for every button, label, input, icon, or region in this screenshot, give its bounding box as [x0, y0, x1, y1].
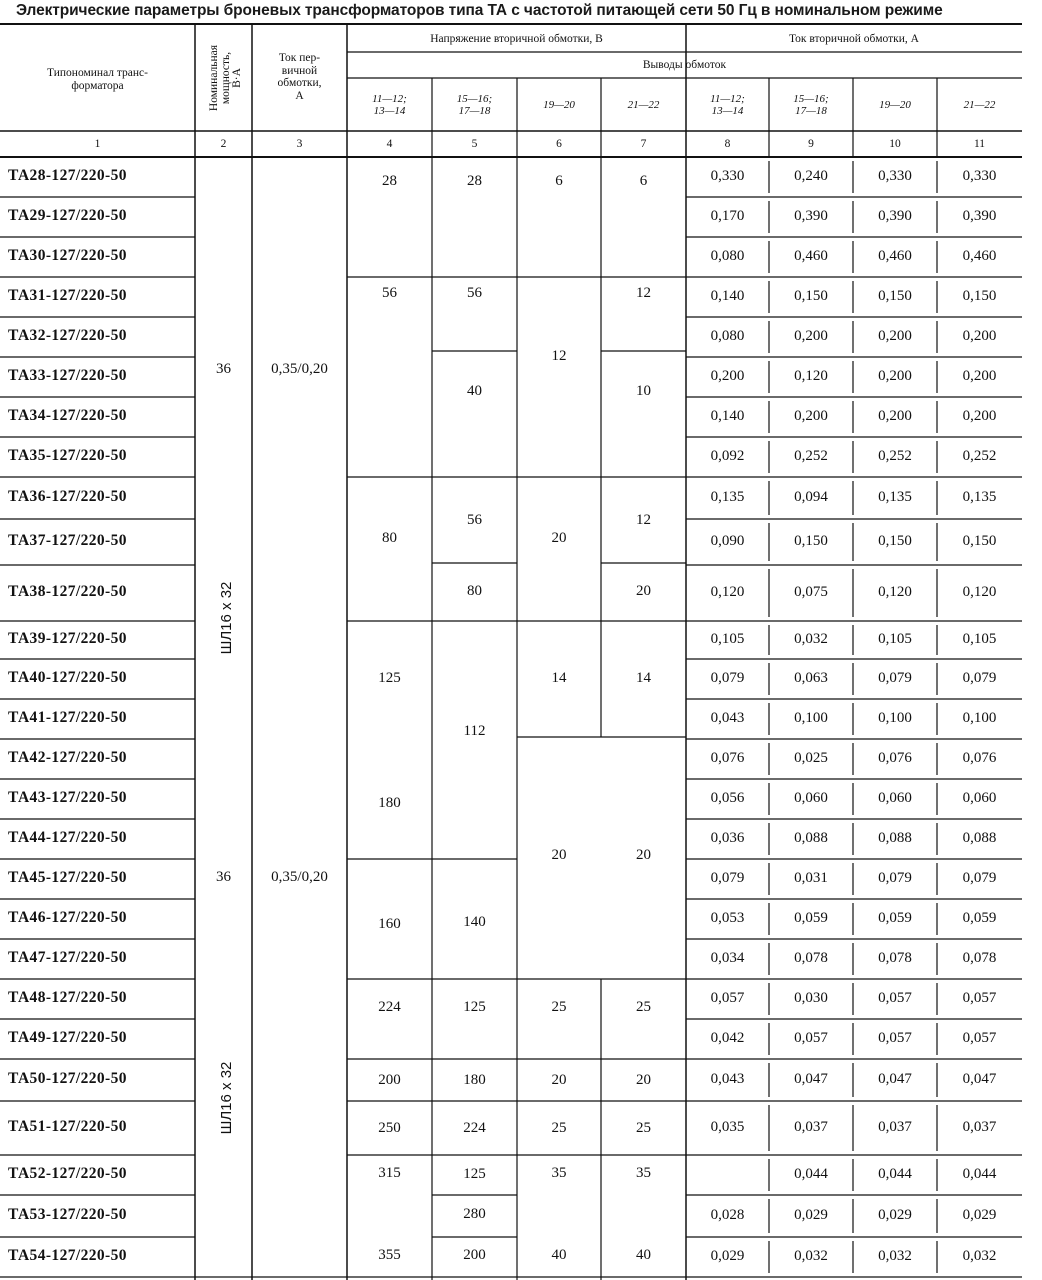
secondary-current: 0,170	[710, 207, 745, 224]
type-name: ТА49-127/220-50	[8, 1029, 127, 1046]
secondary-current: 0,035	[710, 1118, 745, 1135]
header-primary-line: Ток пер-	[278, 52, 321, 64]
secondary-current: 0,057	[878, 1029, 912, 1046]
secondary-current: 0,029	[794, 1206, 828, 1223]
column-number: 4	[386, 137, 393, 150]
secondary-current: 0,032	[794, 630, 828, 647]
secondary-voltage: 56	[467, 512, 482, 529]
secondary-current: 0,060	[794, 789, 828, 806]
secondary-voltage: 355	[378, 1246, 401, 1263]
header-power	[208, 26, 243, 130]
secondary-voltage: 12	[551, 347, 567, 364]
secondary-current: 0,032	[794, 1247, 828, 1264]
secondary-current: 0,105	[878, 630, 912, 647]
cell-line: 11—12;	[710, 92, 745, 105]
secondary-voltage: 180	[463, 1071, 486, 1088]
column-number: 7	[640, 137, 647, 150]
secondary-voltage: 20	[636, 846, 651, 863]
secondary-current: 0,044	[878, 1165, 912, 1182]
type-name: ТА43-127/220-50	[8, 789, 127, 806]
column-number: 10	[889, 137, 901, 150]
secondary-current: 0,088	[962, 829, 997, 846]
type-name: ТА47-127/220-50	[8, 949, 127, 966]
secondary-current: 0,460	[794, 247, 828, 264]
cell-line: 13—14	[373, 105, 406, 117]
primary-current: 0,35/0,20	[271, 360, 328, 377]
secondary-current: 0,135	[878, 488, 912, 505]
secondary-current: 0,120	[962, 583, 997, 600]
secondary-current: 0,078	[794, 949, 828, 966]
header-power-line: Номинальная	[208, 44, 220, 112]
secondary-current: 0,047	[878, 1070, 912, 1087]
secondary-voltage: 28	[467, 173, 482, 190]
secondary-current: 0,200	[710, 367, 745, 384]
secondary-voltage: 224	[378, 998, 401, 1015]
secondary-current: 0,200	[878, 407, 912, 424]
column-number: 2	[220, 137, 227, 150]
secondary-voltage: 14	[636, 669, 651, 686]
secondary-voltage: 125	[378, 669, 401, 686]
header-terminal: 19—20	[879, 98, 911, 111]
secondary-current: 0,252	[878, 447, 912, 464]
secondary-current: 0,056	[710, 789, 745, 806]
secondary-current: 0,057	[794, 1029, 828, 1046]
secondary-current: 0,059	[794, 909, 828, 926]
secondary-voltage: 6	[555, 173, 563, 190]
secondary-current: 0,092	[710, 447, 745, 464]
type-name: ТА54-127/220-50	[8, 1247, 127, 1264]
secondary-current: 0,150	[794, 532, 828, 549]
secondary-voltage: 125	[463, 998, 486, 1015]
secondary-current: 0,080	[710, 327, 745, 344]
secondary-current: 0,240	[794, 167, 828, 184]
header-primary-line: вичной	[281, 64, 318, 77]
secondary-voltage: 40	[467, 383, 482, 400]
type-name: ТА51-127/220-50	[8, 1118, 127, 1135]
header-type	[0, 55, 195, 105]
cell-line: Типономинал транс-	[47, 67, 148, 80]
cell-line: 15—16;	[456, 92, 493, 105]
secondary-current: 0,200	[878, 327, 912, 344]
core-size: ШЛ16 х 32	[218, 1061, 235, 1135]
secondary-current: 0,200	[878, 367, 912, 384]
secondary-voltage: 25	[551, 998, 567, 1015]
secondary-current: 0,060	[878, 789, 912, 806]
secondary-current: 0,150	[878, 532, 912, 549]
cell-line: форматора	[71, 80, 124, 92]
secondary-current: 0,057	[962, 989, 997, 1006]
secondary-voltage: 40	[636, 1246, 651, 1263]
secondary-current: 0,200	[962, 367, 997, 384]
secondary-current: 0,028	[710, 1206, 745, 1223]
header-primary-current	[252, 52, 347, 103]
secondary-current: 0,060	[962, 789, 997, 806]
secondary-current: 0,047	[794, 1070, 828, 1087]
column-number: 1	[94, 137, 101, 150]
secondary-voltage: 160	[378, 915, 401, 932]
secondary-voltage: 20	[636, 583, 651, 600]
secondary-current: 0,037	[878, 1118, 912, 1135]
secondary-current: 0,032	[878, 1247, 912, 1264]
secondary-current: 0,047	[962, 1070, 997, 1087]
type-name: ТА29-127/220-50	[8, 207, 127, 224]
secondary-current: 0,076	[878, 749, 912, 766]
type-name: ТА36-127/220-50	[8, 488, 127, 505]
core-size: ШЛ16 х 32	[218, 581, 235, 655]
type-name: ТА35-127/220-50	[8, 447, 127, 464]
cell-line: 17—18	[795, 105, 827, 117]
secondary-voltage: 14	[551, 669, 567, 686]
secondary-current: 0,042	[710, 1029, 745, 1046]
secondary-current: 0,105	[962, 630, 997, 647]
header-terminal	[686, 84, 769, 126]
type-name: ТА39-127/220-50	[8, 630, 127, 647]
secondary-current: 0,094	[794, 488, 828, 505]
secondary-current: 0,100	[962, 709, 997, 726]
header-current-group: Ток вторичной обмотки, А	[789, 32, 919, 45]
secondary-current: 0,140	[710, 407, 745, 424]
type-name: ТА37-127/220-50	[8, 532, 127, 549]
secondary-current: 0,031	[794, 869, 828, 886]
secondary-current: 0,330	[710, 167, 745, 184]
secondary-current: 0,120	[878, 583, 912, 600]
secondary-current: 0,460	[878, 247, 912, 264]
secondary-current: 0,037	[962, 1118, 997, 1135]
type-name: ТА53-127/220-50	[8, 1206, 127, 1223]
secondary-voltage: 56	[467, 284, 482, 301]
secondary-current: 0,105	[710, 630, 745, 647]
secondary-current: 0,057	[962, 1029, 997, 1046]
type-name: ТА40-127/220-50	[8, 669, 127, 686]
secondary-voltage: 35	[551, 1164, 567, 1181]
cell-line: 17—18	[458, 105, 491, 117]
secondary-current: 0,032	[962, 1247, 997, 1264]
secondary-voltage: 224	[463, 1119, 486, 1136]
type-name: ТА38-127/220-50	[8, 583, 127, 600]
secondary-current: 0,078	[878, 949, 912, 966]
secondary-current: 0,029	[710, 1247, 745, 1264]
secondary-current: 0,079	[962, 869, 997, 886]
secondary-current: 0,140	[710, 287, 745, 304]
primary-current: 0,35/0,20	[271, 868, 328, 885]
secondary-current: 0,135	[710, 488, 745, 505]
secondary-voltage: 125	[463, 1165, 486, 1182]
cell-line: 13—14	[711, 105, 744, 117]
secondary-current: 0,150	[962, 287, 997, 304]
type-name: ТА28-127/220-50	[8, 167, 127, 184]
header-terminal: 21—22	[963, 98, 996, 111]
secondary-current: 0,030	[794, 989, 828, 1006]
secondary-voltage: 180	[378, 794, 401, 811]
secondary-current: 0,330	[878, 167, 912, 184]
secondary-current: 0,025	[794, 749, 828, 766]
secondary-voltage: 20	[551, 529, 567, 546]
type-name: ТА42-127/220-50	[8, 749, 127, 766]
secondary-current	[686, 1157, 769, 1191]
secondary-current: 0,200	[794, 407, 828, 424]
secondary-voltage: 56	[382, 284, 397, 301]
secondary-voltage: 80	[382, 529, 397, 546]
header-power-line: В·А	[231, 68, 243, 88]
header-power-line: мощность,	[219, 51, 232, 105]
secondary-voltage: 20	[636, 1071, 651, 1088]
header-terminals: Выводы обмоток	[642, 58, 727, 71]
secondary-voltage: 28	[382, 173, 397, 190]
type-name: ТА41-127/220-50	[8, 709, 127, 726]
secondary-current: 0,100	[794, 709, 828, 726]
type-name: ТА48-127/220-50	[8, 989, 127, 1006]
nominal-power: 36	[216, 868, 231, 885]
secondary-current: 0,390	[794, 207, 828, 224]
type-name: ТА44-127/220-50	[8, 829, 127, 846]
type-name: ТА46-127/220-50	[8, 909, 127, 926]
secondary-current: 0,088	[878, 829, 912, 846]
secondary-current: 0,079	[710, 669, 745, 686]
header-terminal: 19—20	[543, 98, 575, 111]
secondary-current: 0,200	[962, 407, 997, 424]
secondary-current: 0,029	[962, 1206, 997, 1223]
secondary-voltage: 12	[636, 512, 651, 529]
secondary-current: 0,036	[710, 829, 745, 846]
column-number: 8	[724, 137, 731, 150]
column-number: 9	[808, 137, 814, 150]
secondary-voltage: 280	[463, 1205, 486, 1222]
header-primary-line: обмотки,	[277, 77, 322, 90]
header-terminal	[769, 84, 853, 126]
secondary-current: 0,150	[878, 287, 912, 304]
secondary-voltage: 25	[551, 1119, 567, 1136]
secondary-current: 0,080	[710, 247, 745, 264]
secondary-voltage: 20	[551, 846, 567, 863]
header-terminal	[432, 84, 517, 126]
secondary-current: 0,044	[962, 1165, 997, 1182]
secondary-current: 0,090	[710, 532, 745, 549]
secondary-current: 0,252	[794, 447, 828, 464]
secondary-voltage: 200	[378, 1071, 401, 1088]
secondary-current: 0,079	[878, 669, 912, 686]
secondary-current: 0,390	[878, 207, 912, 224]
type-name: ТА45-127/220-50	[8, 869, 127, 886]
secondary-current: 0,043	[710, 1070, 745, 1087]
header-voltage-group: Напряжение вторичной обмотки, В	[430, 32, 603, 45]
secondary-voltage: 25	[636, 998, 651, 1015]
secondary-voltage: 12	[636, 284, 651, 301]
secondary-voltage: 40	[551, 1246, 567, 1263]
cell-line: 15—16;	[793, 92, 829, 105]
secondary-current: 0,043	[710, 709, 745, 726]
secondary-voltage: 112	[463, 722, 486, 739]
secondary-current: 0,075	[794, 583, 828, 600]
secondary-current: 0,088	[794, 829, 828, 846]
secondary-voltage: 80	[467, 583, 482, 600]
secondary-current: 0,076	[710, 749, 745, 766]
secondary-current: 0,037	[794, 1118, 828, 1135]
secondary-voltage: 6	[639, 173, 648, 190]
secondary-current: 0,079	[710, 869, 745, 886]
cell-line: 11—12;	[372, 92, 407, 105]
secondary-current: 0,063	[794, 669, 828, 686]
column-number: 5	[471, 137, 478, 150]
secondary-current: 0,120	[794, 367, 828, 384]
table-title: Электрические параметры броневых трансформаторов типа ТА с частотой питающей сети 50 Гц в номинальном режиме	[16, 2, 943, 19]
secondary-current: 0,330	[962, 167, 997, 184]
column-number: 3	[296, 137, 303, 150]
secondary-current: 0,059	[962, 909, 997, 926]
secondary-voltage: 250	[378, 1119, 401, 1136]
secondary-current: 0,076	[962, 749, 997, 766]
header-terminal: 21—22	[627, 98, 660, 111]
secondary-voltage: 200	[463, 1246, 486, 1263]
column-number: 6	[556, 137, 562, 150]
type-name: ТА32-127/220-50	[8, 327, 127, 344]
secondary-current: 0,079	[962, 669, 997, 686]
nominal-power: 36	[216, 360, 231, 377]
secondary-current: 0,200	[962, 327, 997, 344]
column-number: 11	[973, 137, 986, 150]
header-terminal	[347, 84, 432, 126]
secondary-voltage: 35	[636, 1164, 651, 1181]
secondary-current: 0,044	[794, 1165, 828, 1182]
secondary-current: 0,150	[962, 532, 997, 549]
secondary-current: 0,059	[878, 909, 912, 926]
secondary-current: 0,120	[710, 583, 745, 600]
secondary-current: 0,135	[962, 488, 997, 505]
secondary-voltage: 20	[551, 1071, 567, 1088]
secondary-current: 0,460	[962, 247, 997, 264]
secondary-current: 0,252	[962, 447, 997, 464]
type-name: ТА33-127/220-50	[8, 367, 127, 384]
type-name: ТА31-127/220-50	[8, 287, 127, 304]
header-primary-line: А	[295, 89, 304, 102]
secondary-current: 0,034	[710, 949, 745, 966]
secondary-voltage: 140	[463, 913, 486, 930]
type-name: ТА52-127/220-50	[8, 1165, 127, 1182]
type-name: ТА30-127/220-50	[8, 247, 127, 264]
secondary-current: 0,057	[878, 989, 912, 1006]
type-name: ТА50-127/220-50	[8, 1070, 127, 1087]
secondary-current: 0,200	[794, 327, 828, 344]
secondary-current: 0,029	[878, 1206, 912, 1223]
secondary-current: 0,100	[878, 709, 912, 726]
secondary-current: 0,053	[710, 909, 745, 926]
secondary-current: 0,078	[962, 949, 997, 966]
secondary-voltage: 10	[636, 383, 651, 400]
secondary-voltage: 315	[378, 1164, 401, 1181]
secondary-current: 0,150	[794, 287, 828, 304]
secondary-current: 0,057	[710, 989, 745, 1006]
secondary-voltage: 25	[636, 1119, 651, 1136]
secondary-current: 0,079	[878, 869, 912, 886]
type-name: ТА34-127/220-50	[8, 407, 127, 424]
secondary-current: 0,390	[962, 207, 997, 224]
